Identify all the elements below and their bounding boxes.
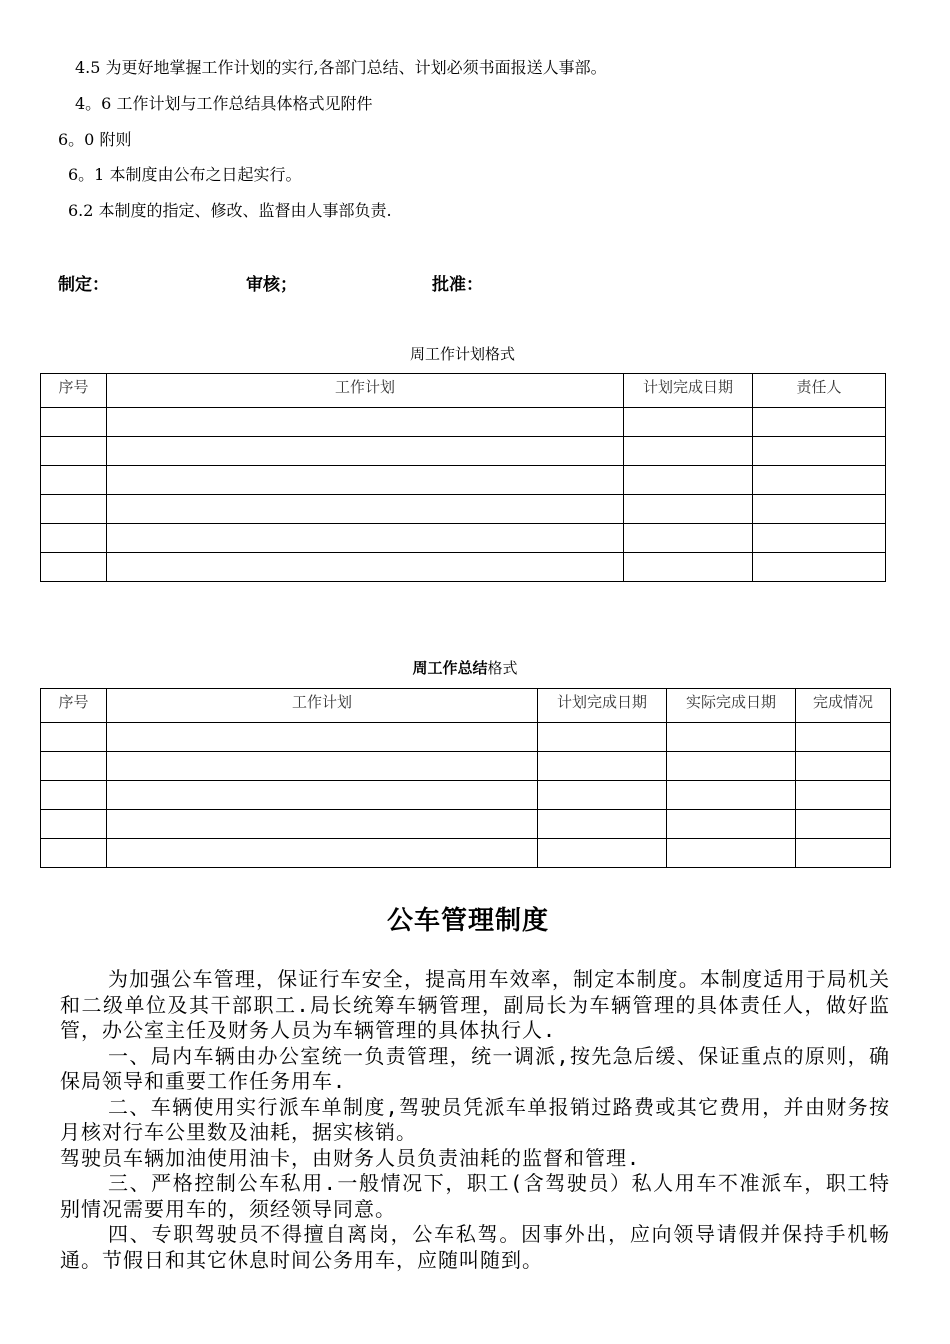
table-cell xyxy=(667,810,796,839)
table-cell xyxy=(624,495,753,524)
table-cell xyxy=(41,839,107,868)
table-cell xyxy=(107,752,538,781)
column-header: 计划完成日期 xyxy=(624,374,753,408)
table-row xyxy=(41,437,886,466)
table-cell xyxy=(796,752,891,781)
table-cell xyxy=(41,810,107,839)
table-cell xyxy=(41,495,107,524)
table-cell xyxy=(41,553,107,582)
table-cell xyxy=(624,553,753,582)
table-cell xyxy=(107,839,538,868)
table-cell xyxy=(796,781,891,810)
policy-body xyxy=(60,967,890,1273)
policy-paragraph: 三、严格控制公车私用.一般情况下，职工(含驾驶员）私人用车不准派车，职工特别情况需要用车的，须经领导同意。 xyxy=(60,1171,890,1221)
policy-paragraph: 为加强公车管理，保证行车安全，提高用车效率，制定本制度。本制度适用于局机关和二级单位及其干部职工.局长统筹车辆管理，副局长为车辆管理的具体责任人，做好监管，办公室主任及财务人员为车辆管理的具体执行人. xyxy=(60,967,890,1042)
table-cell xyxy=(538,810,667,839)
table-cell xyxy=(753,495,886,524)
signature-approve-label: 批准： xyxy=(432,275,483,295)
table-header-row xyxy=(41,374,886,408)
column-header: 完成情况 xyxy=(796,689,891,723)
column-header: 序号 xyxy=(41,689,107,723)
weekly-summary-table xyxy=(40,688,891,868)
table-cell xyxy=(796,723,891,752)
clause-6-0: 6。0 附则 xyxy=(58,130,132,149)
table-cell xyxy=(753,437,886,466)
summary-table-caption xyxy=(40,657,890,678)
table-cell xyxy=(624,408,753,437)
table-cell xyxy=(667,781,796,810)
table-cell xyxy=(107,781,538,810)
table-cell xyxy=(107,810,538,839)
plan-table-caption: 周工作计划格式 xyxy=(409,345,515,363)
clause-6-1: 6。1 本制度由公布之日起实行。 xyxy=(68,165,302,184)
policy-paragraph: 驾驶员车辆加油使用油卡，由财务人员负责油耗的监督和管理. xyxy=(60,1145,641,1170)
clause-6-2: 6.2 本制度的指定、修改、监督由人事部负责. xyxy=(68,201,392,220)
policy-paragraph: 二、车辆使用实行派车单制度,驾驶员凭派车单报销过路费或其它费用，并由财务按月核对行车公里数及油耗，据实核销。 xyxy=(60,1094,890,1144)
table-cell xyxy=(538,752,667,781)
table-cell xyxy=(624,466,753,495)
table-cell xyxy=(41,408,107,437)
table-cell xyxy=(107,466,624,495)
table-cell xyxy=(41,752,107,781)
table-cell xyxy=(107,495,624,524)
column-header: 工作计划 xyxy=(107,374,624,408)
table-cell xyxy=(107,553,624,582)
signature-draft-label: 制定： xyxy=(58,275,109,295)
table-cell xyxy=(667,752,796,781)
column-header: 工作计划 xyxy=(107,689,538,723)
table-cell xyxy=(107,408,624,437)
table-cell xyxy=(107,723,538,752)
table-cell xyxy=(538,839,667,868)
table-cell xyxy=(41,437,107,466)
table-cell xyxy=(667,723,796,752)
summary-caption-bold: 周工作总结 xyxy=(412,659,488,677)
table-cell xyxy=(753,466,886,495)
policy-title: 公车管理制度 xyxy=(386,906,549,936)
column-header: 计划完成日期 xyxy=(538,689,667,723)
table-cell xyxy=(107,524,624,553)
table-row xyxy=(41,495,886,524)
table-header-row xyxy=(41,689,891,723)
policy-paragraph: 四、专职驾驶员不得擅自离岗，公车私驾。因事外出，应向领导请假并保持手机畅通。节假日和其它休息时间公务用车，应随叫随到。 xyxy=(60,1222,890,1272)
column-header: 责任人 xyxy=(753,374,886,408)
table-cell xyxy=(753,553,886,582)
table-cell xyxy=(538,723,667,752)
table-cell xyxy=(624,524,753,553)
column-header: 序号 xyxy=(41,374,107,408)
weekly-plan-table xyxy=(40,373,886,582)
table-cell xyxy=(796,839,891,868)
table-cell xyxy=(41,723,107,752)
table-cell xyxy=(624,437,753,466)
table-cell xyxy=(796,810,891,839)
table-row xyxy=(41,408,886,437)
table-cell xyxy=(753,408,886,437)
table-row xyxy=(41,553,886,582)
table-cell xyxy=(753,524,886,553)
summary-caption-normal: 格式 xyxy=(487,659,518,677)
table-cell xyxy=(41,781,107,810)
table-row xyxy=(41,723,891,752)
clause-4-6: 4。6 工作计划与工作总结具体格式见附件 xyxy=(75,94,373,113)
signature-review-label: 审核； xyxy=(246,275,297,295)
table-row xyxy=(41,781,891,810)
table-row xyxy=(41,752,891,781)
table-row xyxy=(41,524,886,553)
table-cell xyxy=(538,781,667,810)
table-cell xyxy=(41,524,107,553)
table-row xyxy=(41,466,886,495)
policy-paragraph: 一、局内车辆由办公室统一负责管理，统一调派,按先急后缓、保证重点的原则，确保局领导和重要工作任务用车. xyxy=(60,1043,890,1093)
clause-4-5: 4.5 为更好地掌握工作计划的实行,各部门总结、计划必须书面报送人事部。 xyxy=(75,58,607,77)
table-cell xyxy=(41,466,107,495)
table-cell xyxy=(667,839,796,868)
column-header: 实际完成日期 xyxy=(667,689,796,723)
table-row xyxy=(41,810,891,839)
table-cell xyxy=(107,437,624,466)
table-row xyxy=(41,839,891,868)
